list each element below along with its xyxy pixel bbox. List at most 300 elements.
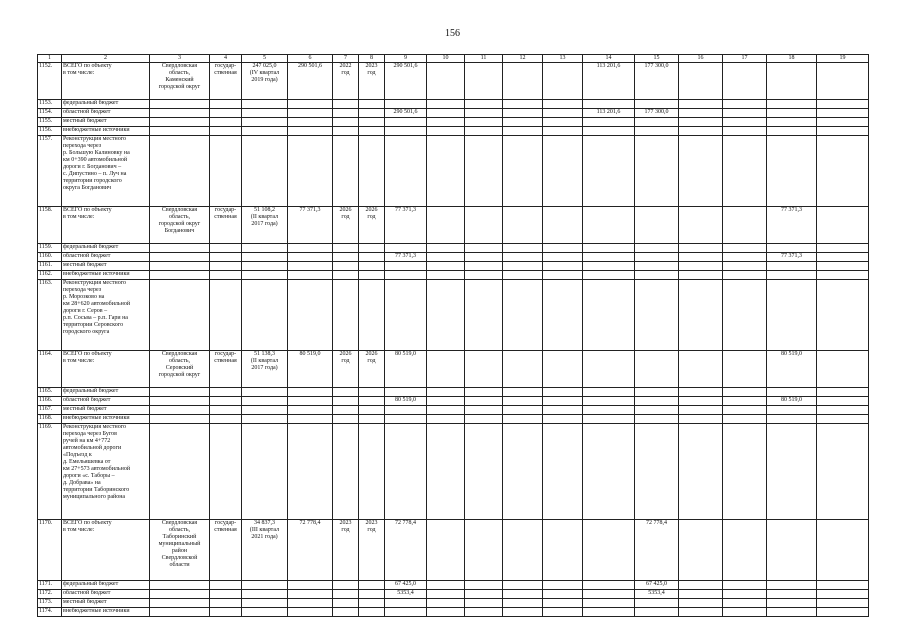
table-cell bbox=[767, 127, 817, 136]
table-cell bbox=[385, 118, 427, 127]
table-cell bbox=[385, 388, 427, 397]
table-cell bbox=[288, 608, 333, 617]
table-row bbox=[38, 253, 869, 262]
table-cell bbox=[767, 118, 817, 127]
table-cell bbox=[210, 608, 242, 617]
table-cell bbox=[150, 127, 210, 136]
table-cell bbox=[333, 253, 359, 262]
table-cell: 51 108,2 (II квартал 2017 года) bbox=[242, 207, 288, 244]
table-cell bbox=[427, 100, 465, 109]
table-cell: 290 501,6 bbox=[288, 63, 333, 100]
column-number: 11 bbox=[465, 55, 503, 63]
table-cell bbox=[543, 406, 583, 415]
table-cell: 177 300,0 bbox=[635, 109, 679, 118]
row-number: 1166. bbox=[38, 397, 62, 406]
table-cell bbox=[543, 424, 583, 520]
table-cell bbox=[635, 599, 679, 608]
table-cell bbox=[723, 581, 767, 590]
table-cell bbox=[767, 581, 817, 590]
row-description: федеральный бюджет bbox=[62, 388, 150, 397]
row-number: 1159. bbox=[38, 244, 62, 253]
table-cell bbox=[679, 244, 723, 253]
table-cell bbox=[385, 127, 427, 136]
row-number: 1165. bbox=[38, 388, 62, 397]
table-cell bbox=[385, 599, 427, 608]
table-cell bbox=[817, 599, 869, 608]
table-cell bbox=[503, 397, 543, 406]
table-cell bbox=[150, 100, 210, 109]
table-row bbox=[38, 520, 869, 581]
row-description: ВСЕГО по объекту в том числе: bbox=[62, 207, 150, 244]
table-cell bbox=[767, 590, 817, 599]
table-cell bbox=[150, 415, 210, 424]
table-cell bbox=[543, 207, 583, 244]
table-row bbox=[38, 109, 869, 118]
table-cell bbox=[723, 262, 767, 271]
table-cell bbox=[679, 406, 723, 415]
table-cell bbox=[288, 599, 333, 608]
table-cell bbox=[288, 262, 333, 271]
table-cell bbox=[385, 424, 427, 520]
table-cell bbox=[150, 136, 210, 207]
table-cell bbox=[817, 100, 869, 109]
table-cell bbox=[288, 590, 333, 599]
row-description: внебюджетные источники bbox=[62, 415, 150, 424]
table-cell bbox=[359, 127, 385, 136]
table-cell bbox=[723, 424, 767, 520]
table-cell: 2026 год bbox=[333, 351, 359, 388]
table-cell bbox=[503, 280, 543, 351]
table-cell bbox=[465, 118, 503, 127]
table-cell bbox=[583, 136, 635, 207]
table-cell bbox=[583, 581, 635, 590]
column-number: 5 bbox=[242, 55, 288, 63]
row-number: 1155. bbox=[38, 118, 62, 127]
table-cell bbox=[150, 271, 210, 280]
table-cell bbox=[679, 397, 723, 406]
table-cell bbox=[543, 127, 583, 136]
table-cell bbox=[679, 388, 723, 397]
table-cell bbox=[723, 599, 767, 608]
row-description: ВСЕГО по объекту в том числе: bbox=[62, 63, 150, 100]
table-cell bbox=[723, 127, 767, 136]
table-cell bbox=[210, 136, 242, 207]
table-cell bbox=[210, 100, 242, 109]
table-cell bbox=[583, 351, 635, 388]
table-row bbox=[38, 63, 869, 100]
table-cell bbox=[767, 406, 817, 415]
row-description: внебюджетные источники bbox=[62, 127, 150, 136]
table-cell bbox=[817, 424, 869, 520]
table-row bbox=[38, 244, 869, 253]
table-cell bbox=[635, 271, 679, 280]
table-cell bbox=[385, 136, 427, 207]
table-cell bbox=[465, 581, 503, 590]
table-cell bbox=[503, 262, 543, 271]
table-cell bbox=[767, 280, 817, 351]
table-cell bbox=[723, 388, 767, 397]
table-cell bbox=[150, 244, 210, 253]
table-cell bbox=[817, 109, 869, 118]
table-cell bbox=[150, 424, 210, 520]
table-cell bbox=[583, 118, 635, 127]
table-cell: 72 778,4 bbox=[635, 520, 679, 581]
table-cell bbox=[427, 63, 465, 100]
table-cell bbox=[242, 581, 288, 590]
table-cell bbox=[543, 520, 583, 581]
table-cell bbox=[543, 262, 583, 271]
row-number: 1152. bbox=[38, 63, 62, 100]
row-number: 1162. bbox=[38, 271, 62, 280]
table-cell bbox=[242, 109, 288, 118]
table-cell bbox=[817, 581, 869, 590]
row-description: федеральный бюджет bbox=[62, 581, 150, 590]
table-cell bbox=[635, 253, 679, 262]
table-cell bbox=[583, 100, 635, 109]
table-cell bbox=[333, 262, 359, 271]
table-cell bbox=[427, 590, 465, 599]
table-cell bbox=[817, 63, 869, 100]
table-cell bbox=[210, 109, 242, 118]
table-cell bbox=[210, 388, 242, 397]
table-cell bbox=[288, 271, 333, 280]
table-cell bbox=[333, 590, 359, 599]
table-row bbox=[38, 351, 869, 388]
table-cell bbox=[288, 127, 333, 136]
table-cell bbox=[427, 388, 465, 397]
table-cell bbox=[465, 207, 503, 244]
table-cell bbox=[465, 599, 503, 608]
table-cell bbox=[679, 100, 723, 109]
table-cell bbox=[359, 118, 385, 127]
table-cell: 80 519,0 bbox=[288, 351, 333, 388]
table-cell bbox=[503, 118, 543, 127]
table-cell bbox=[635, 262, 679, 271]
table-cell bbox=[723, 351, 767, 388]
table-cell bbox=[359, 406, 385, 415]
table-cell bbox=[359, 424, 385, 520]
table-cell bbox=[503, 127, 543, 136]
table-cell: Свердловская область, Каменский городской округ bbox=[150, 63, 210, 100]
table-cell: 77 371,3 bbox=[767, 207, 817, 244]
column-number: 6 bbox=[288, 55, 333, 63]
table-cell bbox=[465, 397, 503, 406]
table-row bbox=[38, 397, 869, 406]
table-cell bbox=[465, 136, 503, 207]
table-cell bbox=[767, 608, 817, 617]
table-cell bbox=[427, 520, 465, 581]
table-cell bbox=[679, 590, 723, 599]
table-cell bbox=[767, 271, 817, 280]
table-cell bbox=[679, 127, 723, 136]
table-cell bbox=[359, 100, 385, 109]
table-cell: 177 300,0 bbox=[635, 63, 679, 100]
table-cell: 72 778,4 bbox=[288, 520, 333, 581]
table-cell bbox=[242, 590, 288, 599]
table-cell bbox=[543, 590, 583, 599]
table-cell bbox=[427, 608, 465, 617]
table-cell bbox=[503, 415, 543, 424]
row-description: ВСЕГО по объекту в том числе: bbox=[62, 520, 150, 581]
table-cell bbox=[583, 424, 635, 520]
table-cell bbox=[503, 271, 543, 280]
table-cell: 67 425,0 bbox=[635, 581, 679, 590]
table-cell bbox=[465, 63, 503, 100]
table-cell bbox=[583, 608, 635, 617]
table-cell bbox=[242, 100, 288, 109]
table-cell: 34 837,3 (III квартал 2021 года) bbox=[242, 520, 288, 581]
column-number: 2 bbox=[62, 55, 150, 63]
table-cell: государ- ственная bbox=[210, 520, 242, 581]
table-row bbox=[38, 271, 869, 280]
table-cell bbox=[427, 253, 465, 262]
table-cell bbox=[465, 424, 503, 520]
column-number: 14 bbox=[583, 55, 635, 63]
table-cell bbox=[635, 397, 679, 406]
table-cell bbox=[333, 280, 359, 351]
table-cell bbox=[150, 608, 210, 617]
table-cell bbox=[465, 520, 503, 581]
table-cell bbox=[817, 207, 869, 244]
table-cell bbox=[150, 388, 210, 397]
table-cell bbox=[543, 608, 583, 617]
table-cell bbox=[333, 244, 359, 253]
table-cell bbox=[288, 406, 333, 415]
table-cell bbox=[543, 136, 583, 207]
table-cell bbox=[503, 136, 543, 207]
row-description: областной бюджет bbox=[62, 253, 150, 262]
table-cell bbox=[635, 351, 679, 388]
table-cell bbox=[503, 100, 543, 109]
table-cell bbox=[333, 599, 359, 608]
table-cell bbox=[150, 581, 210, 590]
table-cell bbox=[723, 590, 767, 599]
table-cell bbox=[427, 351, 465, 388]
table-cell bbox=[635, 388, 679, 397]
table-cell bbox=[210, 397, 242, 406]
table-cell bbox=[427, 406, 465, 415]
table-cell: государ- ственная bbox=[210, 63, 242, 100]
table-cell bbox=[635, 207, 679, 244]
row-description: местный бюджет bbox=[62, 406, 150, 415]
table-cell bbox=[543, 118, 583, 127]
table-cell bbox=[767, 100, 817, 109]
table-cell bbox=[210, 415, 242, 424]
table-cell bbox=[723, 207, 767, 244]
table-cell: 2022 год bbox=[333, 63, 359, 100]
table-cell: Свердловская область, городской округ Богданович bbox=[150, 207, 210, 244]
table-cell: 77 371,3 bbox=[767, 253, 817, 262]
table-cell bbox=[333, 581, 359, 590]
table-cell bbox=[465, 388, 503, 397]
table-cell bbox=[817, 244, 869, 253]
table-cell bbox=[583, 244, 635, 253]
table-cell bbox=[503, 351, 543, 388]
row-number: 1169. bbox=[38, 424, 62, 520]
table-cell bbox=[635, 127, 679, 136]
table-cell bbox=[427, 280, 465, 351]
table-cell bbox=[723, 280, 767, 351]
table-cell bbox=[242, 118, 288, 127]
table-cell bbox=[817, 415, 869, 424]
table-cell bbox=[385, 415, 427, 424]
column-number: 12 bbox=[503, 55, 543, 63]
table-cell bbox=[242, 406, 288, 415]
table-cell bbox=[333, 109, 359, 118]
row-description: ВСЕГО по объекту в том числе: bbox=[62, 351, 150, 388]
table-cell bbox=[242, 244, 288, 253]
table-row bbox=[38, 388, 869, 397]
column-number: 16 bbox=[679, 55, 723, 63]
table-cell bbox=[359, 244, 385, 253]
table-cell bbox=[359, 590, 385, 599]
table-cell: 2026 год bbox=[333, 207, 359, 244]
table-cell bbox=[465, 608, 503, 617]
table-cell bbox=[723, 397, 767, 406]
table-cell: 5353,4 bbox=[635, 590, 679, 599]
table-cell bbox=[543, 599, 583, 608]
table-cell bbox=[583, 280, 635, 351]
table-cell bbox=[543, 581, 583, 590]
table-cell: Свердловская область, Серовский городской округ bbox=[150, 351, 210, 388]
table-cell bbox=[817, 271, 869, 280]
table-cell bbox=[817, 127, 869, 136]
table-cell bbox=[150, 406, 210, 415]
table-cell bbox=[817, 590, 869, 599]
table-cell bbox=[503, 109, 543, 118]
table-cell bbox=[210, 599, 242, 608]
table-cell bbox=[242, 608, 288, 617]
table-cell bbox=[210, 590, 242, 599]
table-cell bbox=[767, 109, 817, 118]
table-cell bbox=[723, 608, 767, 617]
page-number: 156 bbox=[445, 28, 460, 39]
table-cell bbox=[427, 244, 465, 253]
table-row bbox=[38, 100, 869, 109]
row-description: Реконструкция местного перехода через р. Морозково на км 28+620 автомобильной дороги г. Серов – р.п. Сосьва – р.п. Гари на территории Серовского городского округа bbox=[62, 280, 150, 351]
table-cell bbox=[427, 397, 465, 406]
table-cell bbox=[817, 520, 869, 581]
table-cell bbox=[723, 136, 767, 207]
table-cell bbox=[333, 136, 359, 207]
row-description: внебюджетные источники bbox=[62, 271, 150, 280]
table-cell bbox=[150, 109, 210, 118]
table-cell bbox=[385, 244, 427, 253]
table-cell bbox=[583, 406, 635, 415]
table-cell bbox=[583, 262, 635, 271]
table-cell: 77 371,3 bbox=[385, 253, 427, 262]
row-number: 1174. bbox=[38, 608, 62, 617]
table-cell bbox=[503, 608, 543, 617]
table-cell bbox=[288, 581, 333, 590]
table-cell bbox=[359, 599, 385, 608]
table-cell bbox=[817, 280, 869, 351]
table-cell bbox=[679, 118, 723, 127]
column-number: 10 bbox=[427, 55, 465, 63]
table-cell bbox=[465, 406, 503, 415]
table-cell bbox=[427, 271, 465, 280]
table-cell bbox=[817, 406, 869, 415]
table-cell bbox=[679, 109, 723, 118]
table-cell bbox=[543, 351, 583, 388]
table-row bbox=[38, 118, 869, 127]
table-cell bbox=[767, 599, 817, 608]
table-cell bbox=[333, 424, 359, 520]
table-cell bbox=[150, 590, 210, 599]
table-cell bbox=[288, 424, 333, 520]
table-cell bbox=[288, 415, 333, 424]
table-cell bbox=[767, 415, 817, 424]
table-cell: 77 371,3 bbox=[288, 207, 333, 244]
table-cell bbox=[333, 118, 359, 127]
table-cell bbox=[385, 100, 427, 109]
row-description: Реконструкция местного перехода через р. Большую Калиновку на км 0+390 автомобильной дороги г. Богданович – с. Дипустино – п. Луч на территории городского округа Богданович bbox=[62, 136, 150, 207]
table-cell bbox=[543, 280, 583, 351]
row-number: 1168. bbox=[38, 415, 62, 424]
table-cell: Свердловская область, Таборинский муниципальный район Свердловской области bbox=[150, 520, 210, 581]
table-cell bbox=[723, 415, 767, 424]
table-cell bbox=[543, 388, 583, 397]
table-cell bbox=[679, 271, 723, 280]
table-cell: 80 519,0 bbox=[767, 351, 817, 388]
table-cell bbox=[679, 136, 723, 207]
table-cell bbox=[242, 253, 288, 262]
table-cell bbox=[359, 109, 385, 118]
column-number: 9 bbox=[385, 55, 427, 63]
table-row bbox=[38, 608, 869, 617]
table-cell bbox=[583, 599, 635, 608]
table-cell bbox=[333, 388, 359, 397]
row-number: 1154. bbox=[38, 109, 62, 118]
row-description: областной бюджет bbox=[62, 590, 150, 599]
table-cell bbox=[427, 207, 465, 244]
row-number: 1173. bbox=[38, 599, 62, 608]
table-cell: 80 519,0 bbox=[767, 397, 817, 406]
table-cell bbox=[465, 244, 503, 253]
row-number: 1172. bbox=[38, 590, 62, 599]
table-cell bbox=[543, 109, 583, 118]
table-cell bbox=[242, 415, 288, 424]
table-cell bbox=[543, 397, 583, 406]
table-row bbox=[38, 262, 869, 271]
table-cell bbox=[583, 397, 635, 406]
table-cell bbox=[359, 415, 385, 424]
table-cell bbox=[635, 608, 679, 617]
table-cell bbox=[723, 253, 767, 262]
table-cell bbox=[288, 100, 333, 109]
table-cell bbox=[635, 424, 679, 520]
table-row bbox=[38, 424, 869, 520]
table-cell bbox=[427, 599, 465, 608]
table-cell bbox=[635, 118, 679, 127]
table-cell bbox=[288, 244, 333, 253]
investment-table bbox=[37, 54, 869, 617]
table-cell bbox=[242, 599, 288, 608]
table-cell bbox=[635, 415, 679, 424]
table-cell: 113 201,6 bbox=[583, 109, 635, 118]
table-cell: государ- ственная bbox=[210, 351, 242, 388]
table-cell bbox=[543, 244, 583, 253]
table-cell: 113 201,6 bbox=[583, 63, 635, 100]
table-cell bbox=[503, 406, 543, 415]
table-cell bbox=[242, 136, 288, 207]
table-cell bbox=[210, 406, 242, 415]
table-cell bbox=[150, 280, 210, 351]
table-cell bbox=[817, 351, 869, 388]
table-cell bbox=[242, 127, 288, 136]
table-cell bbox=[635, 280, 679, 351]
table-cell bbox=[503, 424, 543, 520]
